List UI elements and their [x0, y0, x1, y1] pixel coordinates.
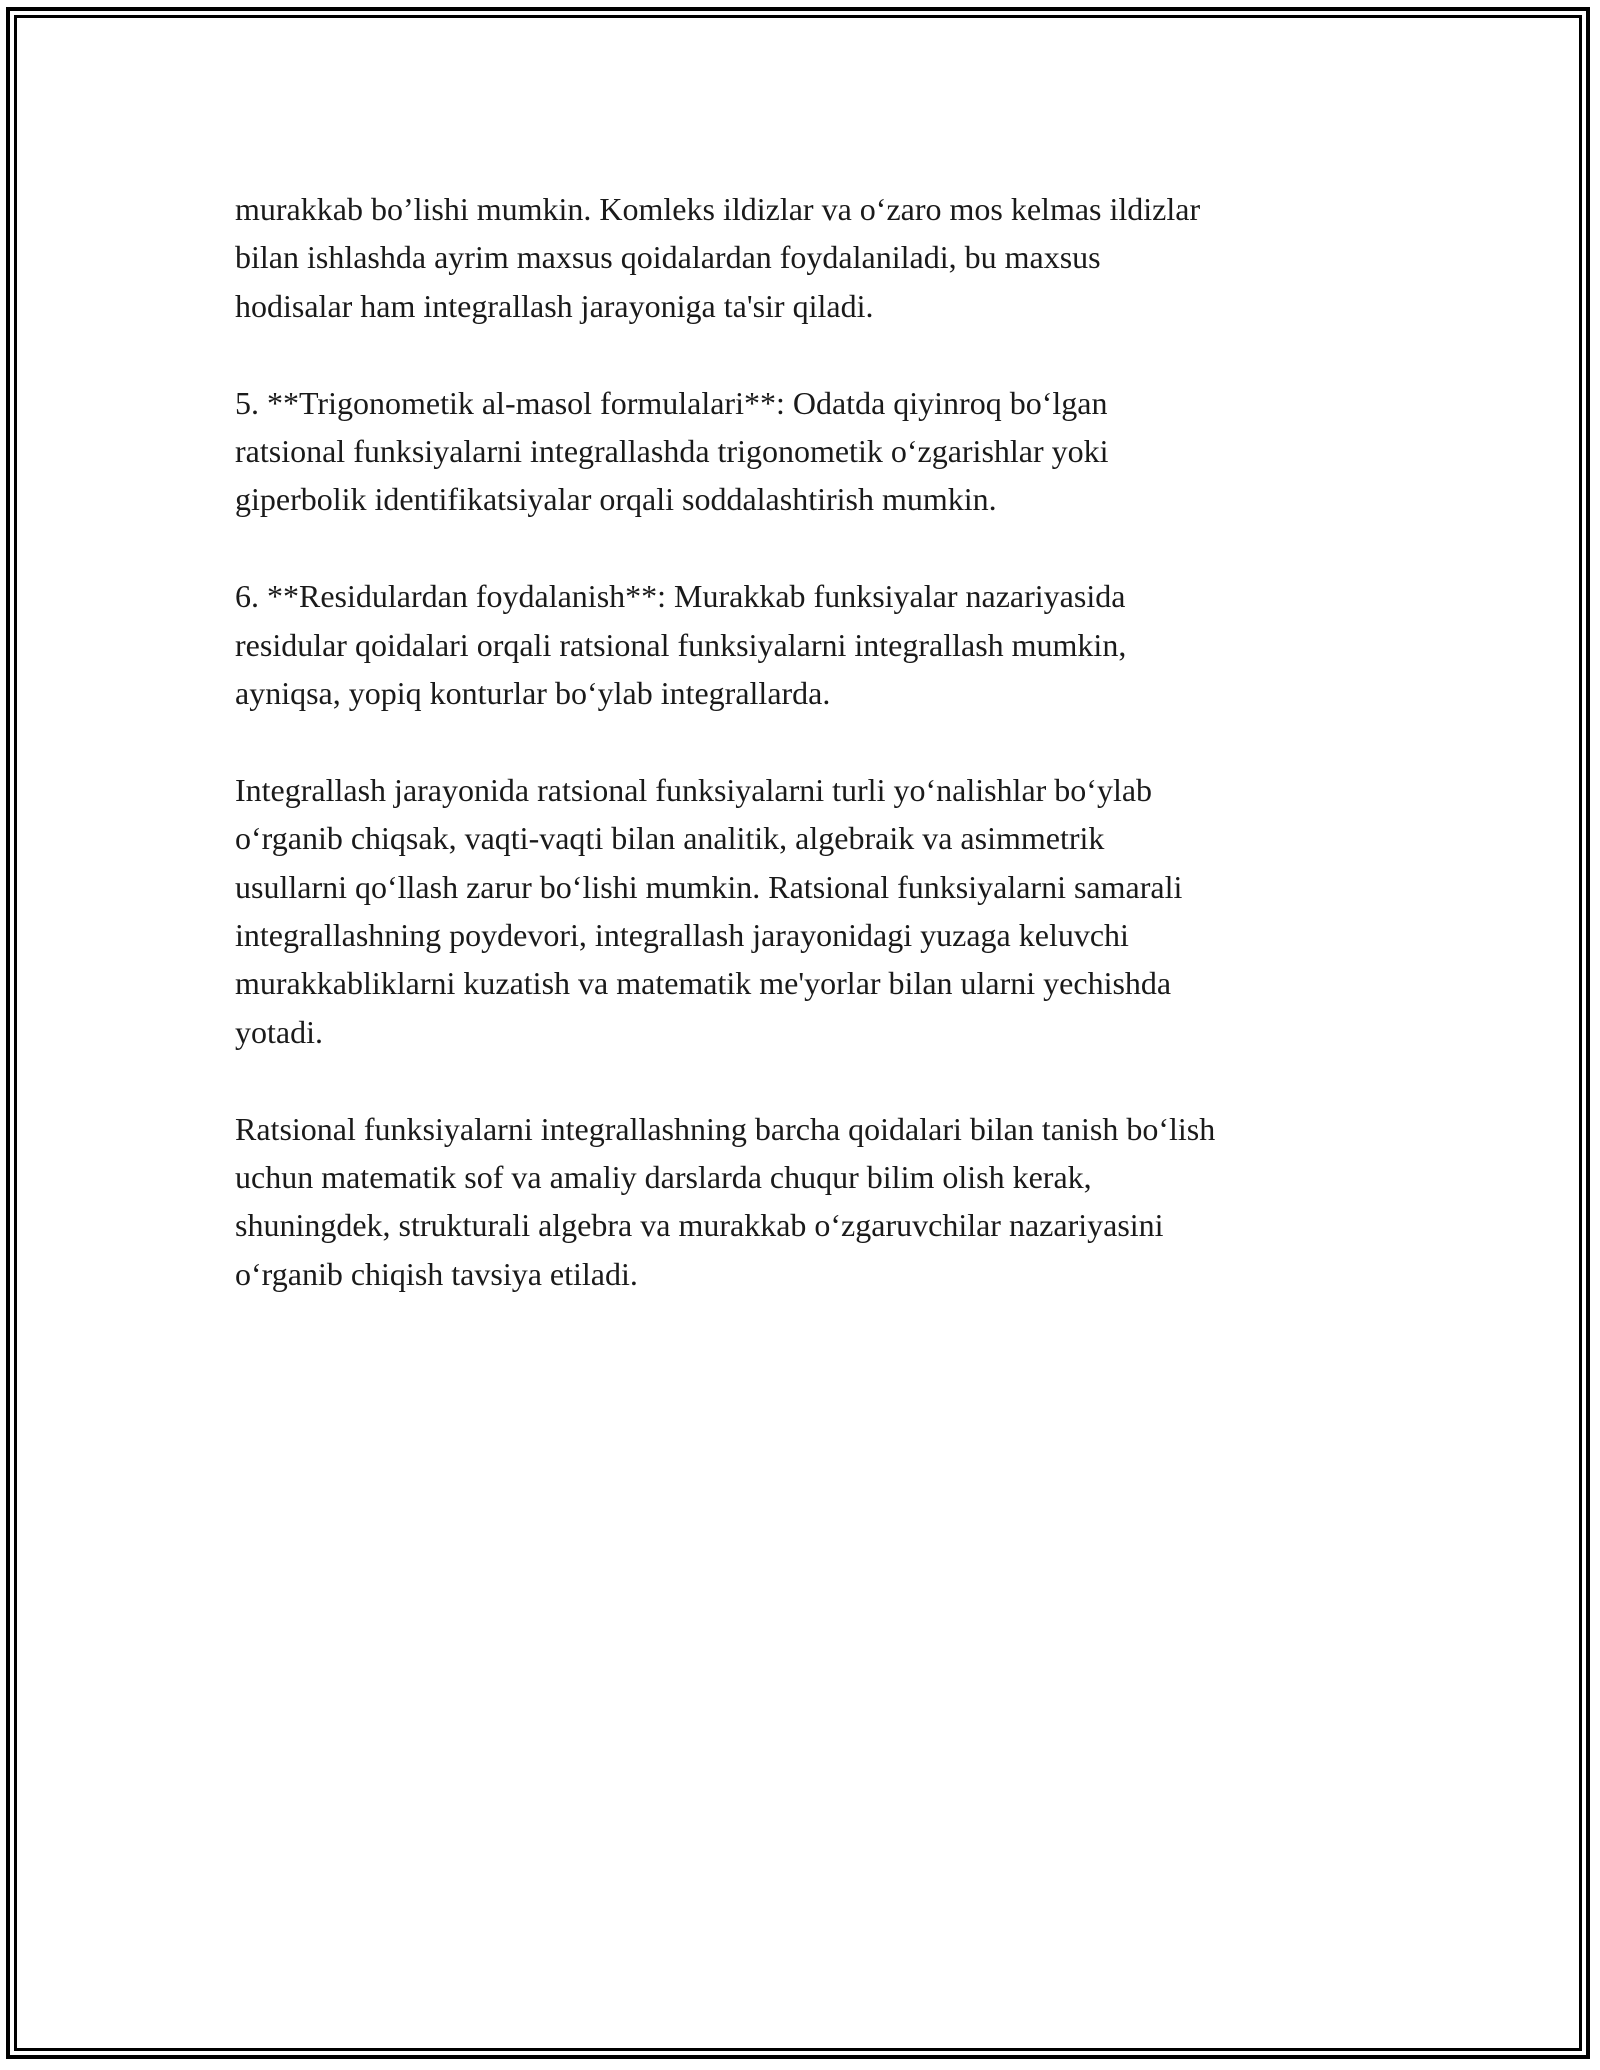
paragraph-recommendation: Ratsional funksiyalarni integrallashning barcha qoidalari bilan tanish bo‘lish uchun matematik sof va amaliy darslarda chuqur bilim olish kerak, shuningdek, strukturali algebra va murakkab o‘zgaruvchilar nazariyasini o‘rganib chiqish tavsiya etiladi.	[235, 1110, 1216, 1292]
paragraph-summary: Integrallash jarayonida ratsional funksiyalarni turli yo‘nalishlar bo‘ylab o‘rganib chiqsak, vaqti-vaqti bilan analitik, algebraik va asimmetrik usullarni qo‘llash zarur bo‘lishi mumkin. Ratsional funksiyalarni samarali integrallashning poydevori, integrallash jarayonidagi yuzaga keluvchi murakkabliklarni kuzatish va matematik me'yorlar bilan ularni yechishda yotadi.	[235, 771, 1183, 1050]
document-body	[235, 185, 1375, 1347]
paragraph-item-5: 5. **Trigonometik al-masol formulalari**: Odatda qiyinroq bo‘lgan ratsional funksiyalarni integrallashda trigonometik o‘zgarishlar yoki giperbolik identifikatsiyalar orqali soddalashtirish mumkin.	[235, 384, 1109, 518]
paragraph-continuation: murakkab bo’lishi mumkin. Komleks ildizlar va o‘zaro mos kelmas ildizlar bilan ishlashda ayrim maxsus qoidalardan foydalaniladi, bu maxsus hodisalar ham integrallash jarayoniga ta'sir qiladi.	[235, 191, 1201, 324]
paragraph-item-6: 6. **Residulardan foydalanish**: Murakkab funksiyalar nazariyasida residular qoidalari orqali ratsional funksiyalarni integrallash mumkin, ayniqsa, yopiq konturlar bo‘ylab integrallarda.	[235, 578, 1127, 712]
